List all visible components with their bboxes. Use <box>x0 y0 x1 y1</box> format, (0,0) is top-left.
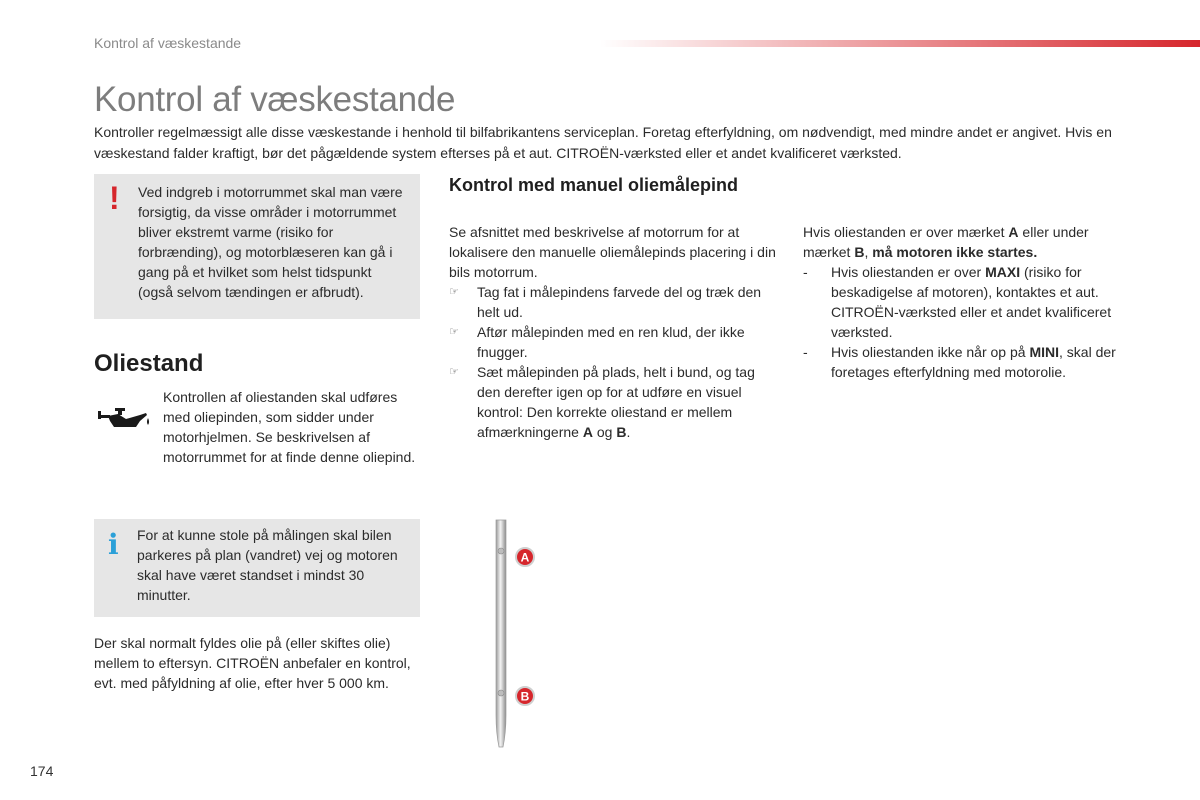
oil-level-rules-column <box>803 222 1133 382</box>
maxi-label: MAXI <box>985 264 1021 280</box>
rules-text-part: Hvis oliestanden er over mærket <box>803 224 1009 240</box>
running-header: Kontrol af væskestande <box>94 35 242 51</box>
step-text-part: og <box>592 424 617 440</box>
step-text-part: Sæt målepinden på plads, helt i bund, og tag den derefter igen op for at udføre en visuel kontrol: Den korrekte oliestand er mellem afmærkningerne <box>477 364 755 440</box>
list-item <box>449 362 779 442</box>
step-text: Tag fat i målepindens farvede del og træk den helt ud. <box>477 284 762 320</box>
warning-text: Ved indgreb i motorrummet skal man være forsigtig, da visse områder i motorrummet bliver ekstremt varme (risiko for forbrænding), og motorblæseren kan gå i gang på et hvilket som helst tidspunkt (også selvom tændingen er afbrudt). <box>138 184 403 300</box>
arrow-bullet-icon: ☞ <box>449 286 459 298</box>
info-box <box>94 519 420 617</box>
rules-list <box>803 262 1133 382</box>
manual-dipstick-intro: Se afsnittet med beskrivelse af motorrum for at lokalisere den manuelle oliemålepinds placering i din bils motorrum. <box>449 224 776 280</box>
info-text: For at kunne stole på målingen skal bilen parkeres på plan (vandret) vej og motoren skal have været standset i mindst 30 minutter. <box>137 527 398 603</box>
step-text: Aftør målepinden med en ren klud, der ikke fnugger. <box>477 324 745 360</box>
mark-a-text: A <box>520 550 530 565</box>
mark-a-notch <box>498 548 504 554</box>
mark-b-label: B <box>616 424 627 440</box>
arrow-bullet-icon: ☞ <box>449 366 459 378</box>
manual-dipstick-heading: Kontrol med manuel oliemålepind <box>449 175 739 195</box>
mark-a-label: A <box>1008 224 1019 240</box>
warning-box <box>94 174 420 319</box>
rule-text <box>831 344 1116 380</box>
mark-b-notch <box>498 690 504 696</box>
arrow-bullet-icon: ☞ <box>449 326 459 338</box>
step-text <box>477 364 755 440</box>
mark-b-label: B <box>854 244 865 260</box>
step-text-part: . <box>626 424 631 440</box>
rule-text-part: Hvis oliestanden er over <box>831 264 986 280</box>
rule-text-part: Hvis oliestanden ikke når op på <box>831 344 1030 360</box>
oil-level-heading: Oliestand <box>94 350 204 377</box>
oil-interval-text: Der skal normalt fyldes olie på (eller skiftes olie) mellem to eftersyn. CITROËN anbefaler en kontrol, evt. med påfyldning af olie, efter hver 5 000 km. <box>94 635 411 691</box>
mini-label: MINI <box>1029 344 1060 360</box>
oil-can-icon <box>96 405 152 433</box>
page-title: Kontrol af væskestande <box>94 80 456 119</box>
step-list <box>449 282 779 442</box>
intro-paragraph <box>94 122 1124 164</box>
oil-level-rules-intro <box>803 222 1133 262</box>
exclamation-mark-icon: ! <box>109 180 120 216</box>
intro-text: Kontroller regelmæssigt alle disse væskestande i henhold til bilfabrikantens serviceplan. Foretag efterfyldning, om nødvendigt, med mindre andet er angivet. Hvis en væskestand falder kraftigt, bør det pågældende system efterses på et aut. CITROËN-værksted eller et andet kvalificeret værksted. <box>94 124 1112 161</box>
rule-text-part: (risiko for beskadigelse af motoren), kontaktes et aut. CITROËN-værksted eller et andet kvalificeret værksted. <box>831 264 1112 340</box>
list-item <box>803 342 1133 382</box>
oil-level-text: Kontrollen af oliestanden skal udføres med oliepinden, som sidder under motorhjelmen. Se beskrivelsen af motorrummet for at finde denne oliepind. <box>163 389 416 465</box>
rules-text-part: , <box>864 244 873 260</box>
list-item <box>449 322 779 362</box>
rules-text-part: eller under mærket <box>803 224 1089 260</box>
rule-text <box>831 264 1111 340</box>
do-not-start-warning: må motoren ikke startes. <box>872 244 1038 260</box>
header-accent-bar <box>600 40 1200 47</box>
manual-dipstick-column <box>449 222 779 442</box>
dipstick-illustration <box>480 515 550 755</box>
dash-bullet: - <box>803 344 808 360</box>
info-icon: i <box>108 528 119 561</box>
mark-a-label: A <box>582 424 593 440</box>
rule-text-part: , skal der foretages efterfyldning med motorolie. <box>831 344 1116 380</box>
list-item <box>803 262 1133 342</box>
page-number: 174 <box>30 763 54 779</box>
mark-b-text: B <box>520 689 530 704</box>
list-item <box>449 282 779 322</box>
dash-bullet: - <box>803 264 808 280</box>
